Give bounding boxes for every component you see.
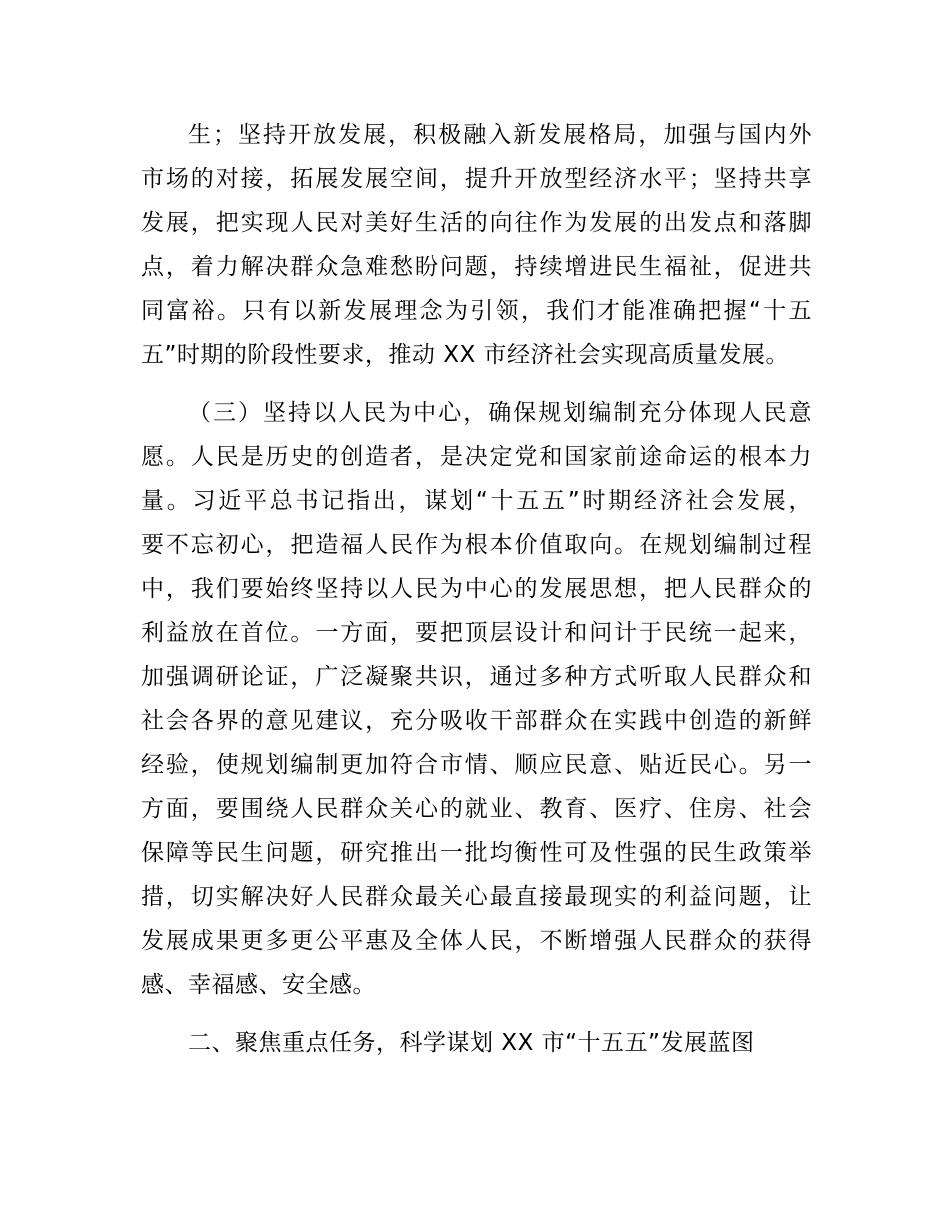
text-line: 生；坚持开放发展，积极融入新发展格局，加强与国内外 <box>188 122 812 148</box>
text-line: 点，着力解决群众急难愁盼问题，持续增进民生福祉，促进共 <box>141 254 812 280</box>
text-line: 经验，使规划编制更加符合市情、顺应民意、贴近民心。另一 <box>141 752 812 778</box>
paragraph-open-development <box>141 113 812 377</box>
section-heading: 二、聚焦重点任务，科学谋划 XX 市“十五五”发展蓝图 <box>188 1030 755 1056</box>
text-line: 利益放在首位。一方面，要把顶层设计和问计于民统一起来， <box>141 620 812 646</box>
text-line: 愿。人民是历史的创造者，是决定党和国家前途命运的根本力 <box>141 444 812 470</box>
text-line: 同富裕。只有以新发展理念为引领，我们才能准确把握“十五 <box>141 298 812 324</box>
text-line: 量。习近平总书记指出，谋划“十五五”时期经济社会发展， <box>141 488 812 514</box>
text-line: 中，我们要始终坚持以人民为中心的发展思想，把人民群众的 <box>141 576 812 602</box>
paragraph-people-centered <box>141 391 812 1007</box>
document-body <box>141 113 812 1065</box>
text-line: 要不忘初心，把造福人民作为根本价值取向。在规划编制过程 <box>141 532 812 558</box>
text-line: 感、幸福感、安全感。 <box>141 972 376 998</box>
text-line: 社会各界的意见建议，充分吸收干部群众在实践中创造的新鲜 <box>141 708 812 734</box>
text-line: 保障等民生问题，研究推出一批均衡性可及性强的民生政策举 <box>141 840 812 866</box>
text-line: （三）坚持以人民为中心，确保规划编制充分体现人民意 <box>188 400 812 426</box>
text-line: 加强调研论证，广泛凝聚共识，通过多种方式听取人民群众和 <box>141 664 812 690</box>
text-line: 市场的对接，拓展发展空间，提升开放型经济水平；坚持共享 <box>141 166 812 192</box>
text-line: 方面，要围绕人民群众关心的就业、教育、医疗、住房、社会 <box>141 796 812 822</box>
text-line: 五”时期的阶段性要求，推动 XX 市经济社会实现高质量发展。 <box>141 342 790 368</box>
text-line: 发展，把实现人民对美好生活的向往作为发展的出发点和落脚 <box>141 210 812 236</box>
text-line: 措，切实解决好人民群众最关心最直接最现实的利益问题，让 <box>141 884 812 910</box>
text-line: 发展成果更多更公平惠及全体人民，不断增强人民群众的获得 <box>141 928 812 954</box>
